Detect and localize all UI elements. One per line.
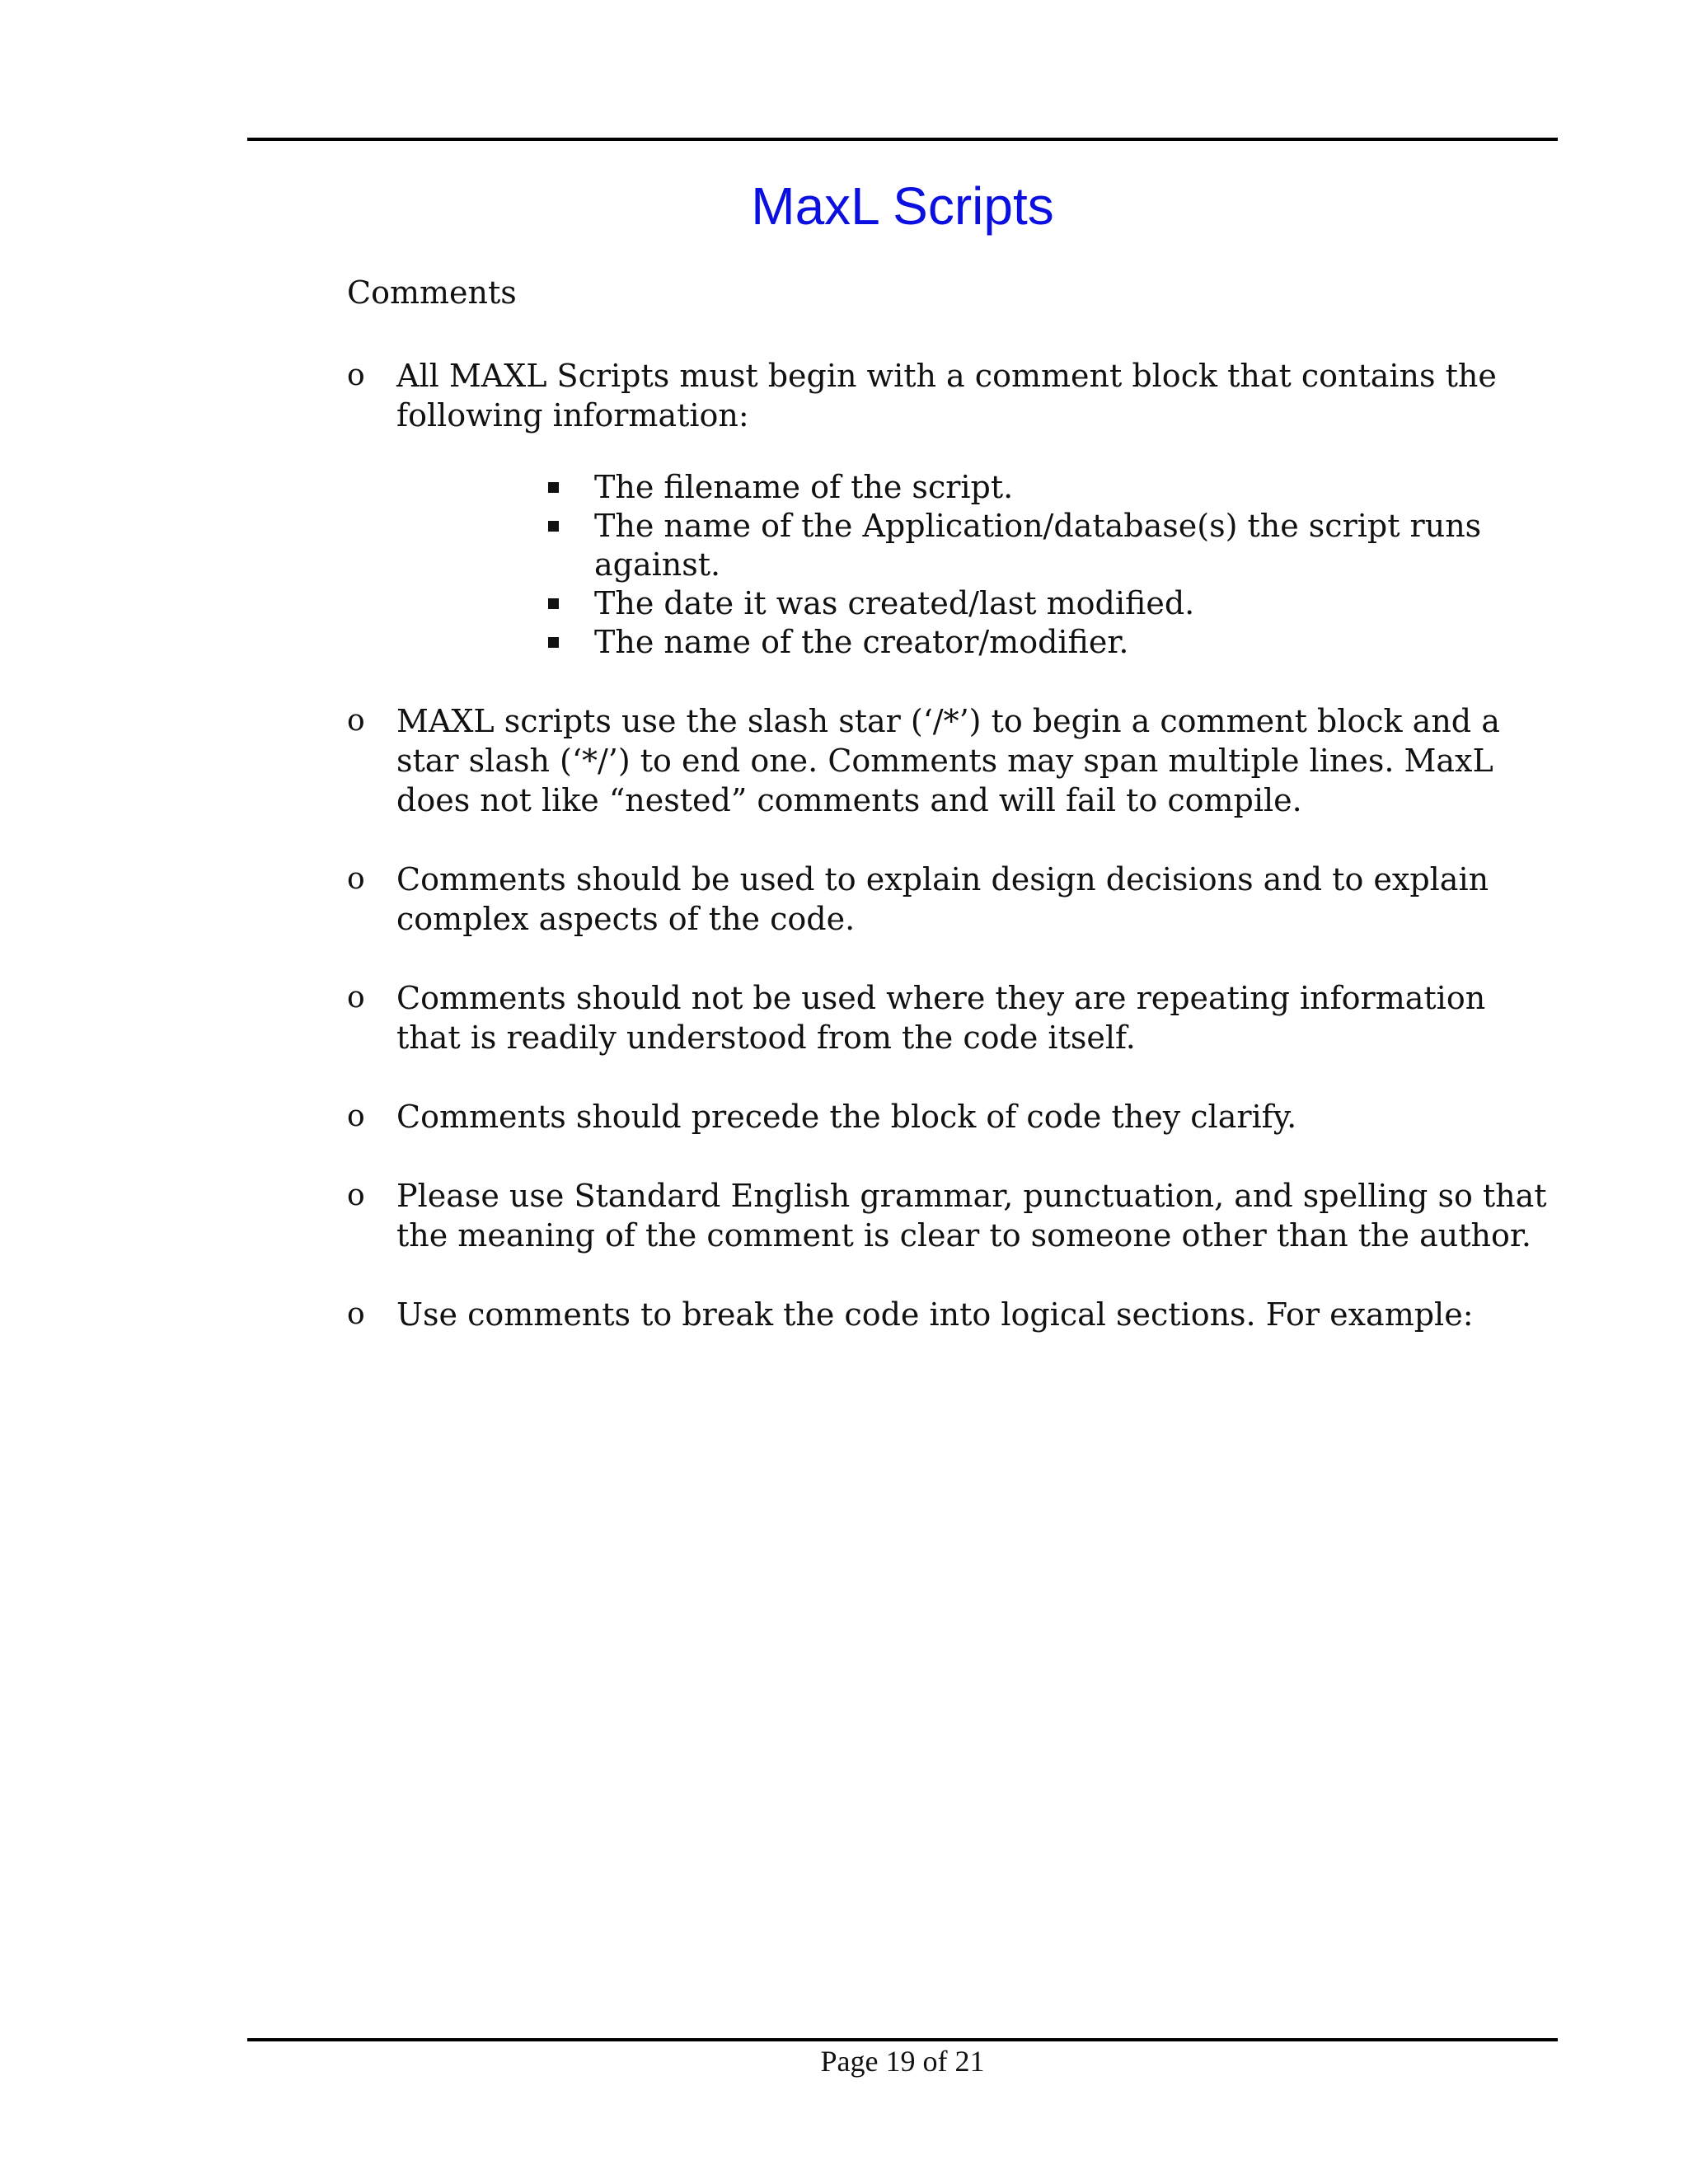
hollow-circle-bullet-icon: o xyxy=(347,704,365,738)
page-number: Page 19 of 21 xyxy=(820,2045,985,2078)
sub-bullet-item xyxy=(545,507,1559,584)
bullet-list xyxy=(347,356,1559,1374)
bullet-text: MAXL scripts use the slash star (‘/*’) to begin a comment block and a star slash (‘*/’) to end one. Comments may span multiple lines. MaxL does not like “nested” comments and will fail to compile. xyxy=(396,703,1500,818)
sub-bullet-item xyxy=(545,584,1559,623)
header-rule xyxy=(247,138,1558,141)
sub-bullet-text: The filename of the script. xyxy=(594,469,1014,505)
bullet-item xyxy=(347,356,1559,662)
bullet-item xyxy=(347,978,1559,1057)
square-bullet-icon xyxy=(548,598,559,609)
bullet-item xyxy=(347,860,1559,939)
bullet-item xyxy=(347,701,1559,820)
bullet-item xyxy=(347,1176,1559,1255)
sub-bullet-list xyxy=(396,468,1559,662)
hollow-circle-bullet-icon: o xyxy=(347,359,365,392)
sub-bullet-item xyxy=(545,623,1559,662)
sub-bullet-text: The name of the creator/modifier. xyxy=(594,624,1129,660)
hollow-circle-bullet-icon: o xyxy=(347,1179,365,1212)
hollow-circle-bullet-icon: o xyxy=(347,862,365,896)
sub-bullet-text: The date it was created/last modified. xyxy=(594,585,1195,621)
square-bullet-icon xyxy=(548,637,559,648)
bullet-text: Comments should not be used where they are repeating information that is readily understood from the code itself. xyxy=(396,980,1486,1056)
section-heading: Comments xyxy=(347,274,517,311)
hollow-circle-bullet-icon: o xyxy=(347,1099,365,1133)
bullet-text: Comments should precede the block of code they clarify. xyxy=(396,1099,1297,1135)
bullet-text: All MAXL Scripts must begin with a comment block that contains the following information: xyxy=(396,358,1497,434)
bullet-text: Comments should be used to explain design decisions and to explain complex aspects of the code. xyxy=(396,861,1489,937)
square-bullet-icon xyxy=(548,482,559,493)
hollow-circle-bullet-icon: o xyxy=(347,1297,365,1331)
sub-bullet-item xyxy=(545,468,1559,507)
hollow-circle-bullet-icon: o xyxy=(347,981,365,1015)
bullet-item xyxy=(347,1097,1559,1137)
footer-rule xyxy=(247,2038,1558,2041)
page-title: MaxL Scripts xyxy=(751,176,1054,236)
sub-bullet-text: The name of the Application/database(s) the script runs against. xyxy=(594,508,1482,583)
bullet-text: Use comments to break the code into logical sections. For example: xyxy=(396,1296,1474,1333)
square-bullet-icon xyxy=(548,521,559,532)
bullet-item xyxy=(347,1295,1559,1334)
bullet-text: Please use Standard English grammar, punctuation, and spelling so that the meaning of the comment is clear to someone other than the author. xyxy=(396,1178,1547,1254)
